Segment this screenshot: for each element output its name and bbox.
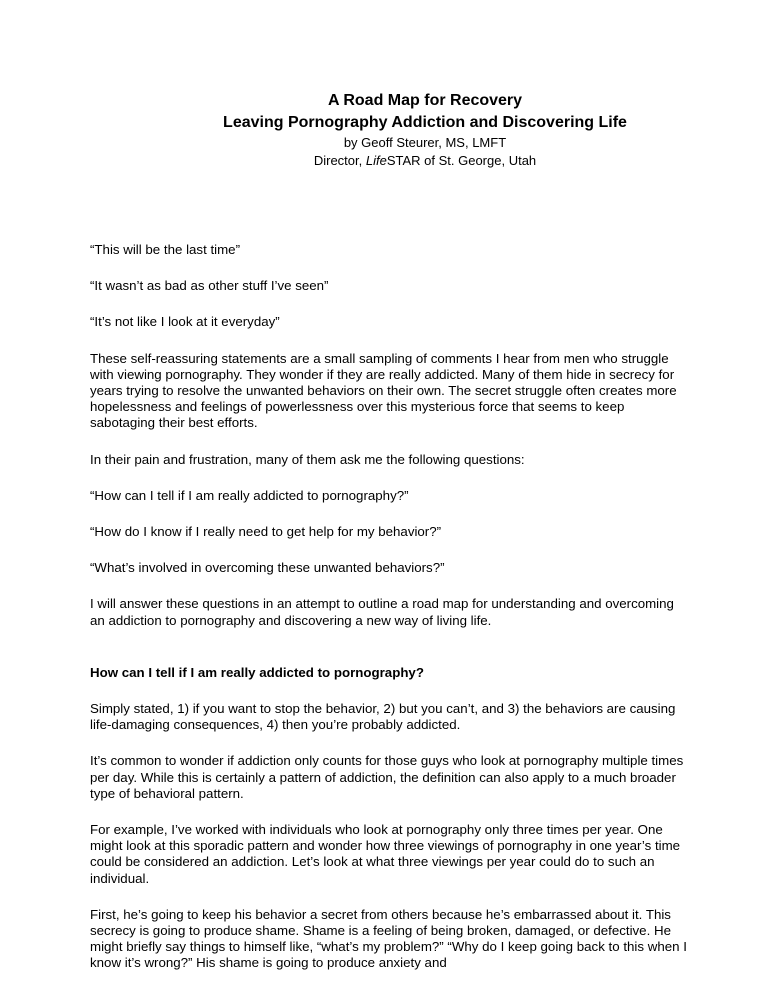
body-paragraph: These self-reassuring statements are a small sampling of comments I hear from men who struggle with viewing pornography. They wonder if they are really addicted. Many of them hide in secrecy for years trying to resolve the unwanted behaviors on their own. The secret struggle often creates more hopelessness and feelings of powerlessness over this mysterious force that seems to keep sabotaging their best efforts. xyxy=(90,350,677,431)
body-paragraph: It’s common to wonder if addiction only counts for those guys who look at pornography multiple times per day. While this is certainly a pattern of addiction, the definition can also apply to a much broader type of behavioral pattern. xyxy=(90,753,684,801)
body-paragraph: In their pain and frustration, many of them ask me the following questions: xyxy=(90,451,525,467)
body-paragraph: I will answer these questions in an attempt to outline a road map for understanding and overcoming an addiction to pornography and discovering a new way of living life. xyxy=(90,596,674,628)
document-header xyxy=(210,90,640,170)
quote-paragraph: “This will be the last time” xyxy=(90,242,240,257)
document-body xyxy=(90,242,692,972)
section-heading: How can I tell if I am really addicted to pornography? xyxy=(90,664,424,680)
question-paragraph: “How do I know if I really need to get help for my behavior?” xyxy=(90,524,442,540)
quote-paragraph: “It’s not like I look at it everyday” xyxy=(90,314,280,330)
document-subtitle: Leaving Pornography Addiction and Discovering Life xyxy=(223,114,627,131)
question-paragraph: “How can I tell if I am really addicted to pornography?” xyxy=(90,487,409,503)
affiliation-prefix: Director, xyxy=(313,153,366,168)
author-affiliation xyxy=(210,152,640,170)
affiliation-italic: Life xyxy=(365,153,387,168)
document-title: A Road Map for Recovery xyxy=(327,92,523,109)
question-paragraph: “What’s involved in overcoming these unwanted behaviors?” xyxy=(90,560,445,576)
quote-paragraph: “It wasn’t as bad as other stuff I’ve seen” xyxy=(90,278,329,294)
affiliation-suffix: STAR of St. George, Utah xyxy=(386,153,537,168)
body-paragraph: Simply stated, 1) if you want to stop the behavior, 2) but you can’t, and 3) the behaviors are causing life-damaging consequences, 4) then you’re probably addicted. xyxy=(90,701,676,733)
author-byline: by Geoff Steurer, MS, LMFT xyxy=(343,135,507,150)
body-paragraph: First, he’s going to keep his behavior a secret from others because he’s embarrassed about it. This secrecy is going to produce shame. Shame is a feeling of being broken, damaged, or defective. He might briefly say things to himself like, “what’s my problem?” “Why do I keep going back to this when I know it’s wrong?” His shame is going to produce anxiety and xyxy=(90,906,687,971)
body-paragraph: For example, I’ve worked with individuals who look at pornography only three times per year. One might look at this sporadic pattern and wonder how three viewings of pornography in one year’s time could be considered an addiction. Let’s look at what three viewings per year could do to such an individual. xyxy=(90,822,681,886)
